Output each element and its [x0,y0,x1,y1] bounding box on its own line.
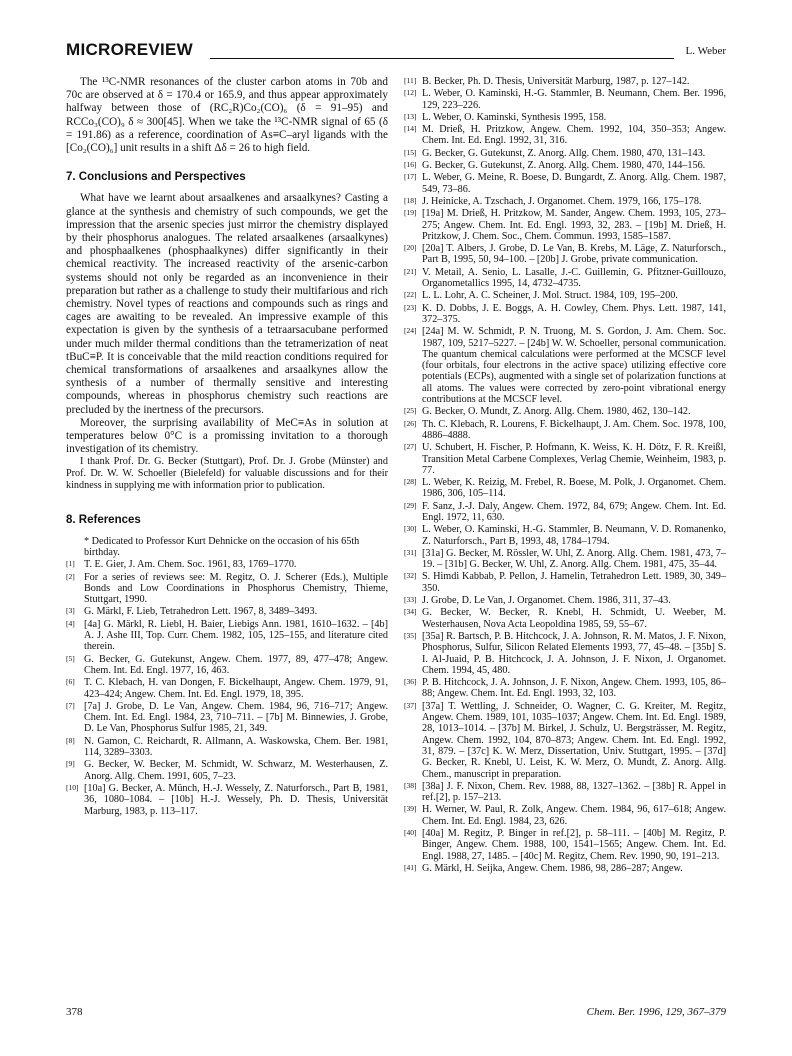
reference-number: [28] [404,477,417,487]
reference-number: [9] [66,759,75,769]
reference-number: [16] [404,160,417,170]
reference-number: [33] [404,595,417,605]
reference-number: [22] [404,290,417,300]
reference-item [404,148,726,159]
reference-item [404,607,726,630]
reference-number: [38] [404,780,417,790]
reference-item [404,419,726,442]
reference-number: [3] [66,606,75,616]
reference-item [404,267,726,290]
reference-item [404,243,726,266]
reference-item [404,112,726,123]
reference-item [66,677,388,700]
reference-item [404,477,726,500]
reference-number: [24] [404,326,417,336]
reference-number: [4] [66,618,75,628]
reference-text: [37a] T. Wettling, J. Schneider, O. Wagner, C. G. Kreiter, M. Regitz, Angew. Chem. 1989, 101, 1035–1037; Angew. Chem. Int. Ed. Engl. 1989, 28, 1013–1014. – [37b] M. Birkel, J. Schulz, U. Bergsträsser, M. Regitz, Angew. Chem. 1992, 104, 870–873; Angew. Chem. Int. Ed. Engl. 1992, 31, 879. – [37c] K. W. Merz, Dissertation, Univ. Stuttgart, 1995. – [37d] G. Becker, R. Knebl, U. Leist, K. W. Merz, O. Mundt, Z. Anorg. Allg. Chem., manuscript in preparation. [422,700,726,780]
reference-item [66,572,388,606]
reference-text: H. Werner, W. Paul, R. Zolk, Angew. Chem. 1984, 96, 617–618; Angew. Chem. Int. Ed. Engl. 1984, 23, 626. [422,804,726,827]
reference-text: L. Weber, G. Meine, R. Boese, D. Bungardt, Z. Anorg. Allg. Chem. 1987, 549, 73–86. [422,172,726,195]
reference-text: L. Weber, K. Reizig, M. Frebel, R. Boese, M. Polk, J. Organomet. Chem. 1986, 306, 105–114. [422,477,726,500]
reference-number: [17] [404,172,417,182]
reference-number: [8] [66,735,75,745]
section-title: MICROREVIEW [66,40,194,59]
reference-text: [35a] R. Bartsch, P. B. Hitchcock, J. A. Johnson, R. M. Matos, J. F. Nixon, Phosphorus, Sulfur, Silicon Related Elements 1993, 77, 45–48. – [35b] S. I. Al-Juaid, P. B. Hitchcock, J. A. Johnson, J. F. Nixon, J. Organomet. Chem. 1994, 45, 480. [422,630,726,676]
reference-text: T. E. Gier, J. Am. Chem. Soc. 1961, 83, 1769–1770. [84,559,297,571]
reference-item [66,619,388,653]
intro-paragraph: The ¹³C-NMR resonances of the cluster carbon atoms in 70b and 70c are observed at δ = 170.4 or 165.9, and thus appear approximately halfway between those of (RC₂R)Co₂(CO)₆ (δ = 91–95) and RCCo₃(CO)₉ δ ≈ 300[45]. When we take the ¹³C-NMR signal of 65 (δ = 191.86) as a reference, coordination of As≡C–aryl ligands with the [Co₂(CO)₆] unit results in a shift Δδ = 26 to high field. [66,76,388,155]
reference-text: [38a] J. F. Nixon, Chem. Rev. 1988, 88, 1327–1362. – [38b] R. Appel in ref.[2], p. 157–213. [422,780,726,804]
conclusions-paragraph-1: What have we learnt about arsaalkenes and arsaalkynes? Casting a glance at the synthesis and chemistry of such compounds, we get the impression that the arsenic species just mirror the chemistry displayed by their phosphorus analogues. The related arsaalkenes (arsaalkynes) and phosphaalkenes (phosphaalkynes) differ significantly in their chemical reactivity. The increased reactivity of the arsenic-carbon systems should not only be regarded as an inconvenience in their preparation but rather as a challenge to study their multifarious and rich chemistry. Novel types of reactions and compounds such as rings and cages are awaiting to be revealed. An impressive example of this expectation is given by the synthesis of a tetraarsacubane performed under much milder thermal conditions than the tetramerization of neat tBuC≡P. It is conceivable that the mild reaction conditions required for chemical transformations of arsaalkenes and arsaalkynes allow the synthesis of a number of thermally sensitive and interesting compounds, whereas in phosphorus chemistry such reactions are precluded by the inertness of the precursors. [66,192,388,416]
reference-item [404,595,726,606]
reference-item [66,606,388,617]
reference-item [404,290,726,301]
reference-number: [5] [66,653,75,663]
reference-number: [39] [404,804,417,814]
reference-item [404,76,726,87]
reference-text: For a series of reviews see: M. Regitz, O. J. Scherer (Eds.), Multiple Bonds and Low Coordinations in Phosphorus Chemistry, Thieme, Stuttgart, 1990. [84,571,388,606]
reference-number: [37] [404,700,417,710]
reference-text: Th. C. Klebach, R. Lourens, F. Bickelhaupt, J. Am. Chem. Soc. 1978, 100, 4886–4888. [422,418,726,441]
references-heading: 8. References [66,514,141,527]
reference-text: J. Grobe, D. Le Van, J. Organomet. Chem. 1986, 311, 37–43. [422,595,671,607]
reference-item [404,88,726,111]
reference-item [404,524,726,547]
reference-number: [27] [404,442,417,452]
reference-item [404,406,726,417]
reference-number: [18] [404,195,417,205]
running-author: L. Weber [685,45,726,57]
reference-number: [15] [404,147,417,157]
reference-item [404,828,726,862]
reference-text: L. Weber, O. Kaminski, H.-G. Stammler, B. Neumann, Chem. Ber. 1996, 129, 223–226. [422,88,726,111]
reference-number: [25] [404,406,417,416]
reference-text: U. Schubert, H. Fischer, P. Hofmann, K. Weiss, K. H. Dötz, F. R. Kreißl, Transition Metal Carbene Complexes, Verlag Chemie, Weinheim, 1983, p. 77. [422,442,726,476]
reference-number: [12] [404,88,417,98]
references-list-right [404,76,726,874]
reference-number: [6] [66,677,75,687]
reference-item [66,736,388,759]
reference-text: G. Becker, G. Gutekunst, Z. Anorg. Allg. Chem. 1980, 470, 131–143. [422,147,706,159]
reference-text: F. Sanz, J.-J. Daly, Angew. Chem. 1972, 84, 679; Angew. Chem. Int. Ed. Engl. 1972, 11, 630. [422,500,726,523]
reference-number: [36] [404,677,417,687]
reference-item [404,124,726,147]
page-number: 378 [66,1006,83,1018]
left-column [66,76,388,818]
header-rule [210,58,674,59]
reference-text: M. Drieß, H. Pritzkow, Angew. Chem. 1992, 104, 350–353; Angew. Chem. Int. Ed. Engl. 1992, 31, 316. [422,124,726,147]
reference-text: [24a] M. W. Schmidt, P. N. Truong, M. S. Gordon, J. Am. Chem. Soc. 1987, 109, 5217–5227. – [24b] W. W. Schoeller, personal communication. The quantum chemical calculations were performed at the MCSCF level (four orbitals, four electrons in the active space) utilizing effective core potentials (ECPs), augmented with a single set of polarization functions at all atoms. The values were corrected by zero-point vibrational energy contributions at the MCSCF level. [422,326,726,406]
right-column [404,76,726,875]
reference-item [404,804,726,827]
references-list-left [66,536,388,817]
reference-text: N. Gamon, C. Reichardt, R. Allmann, A. Waskowska, Chem. Ber. 1981, 114, 3289–3303. [84,735,388,759]
reference-item [66,759,388,782]
reference-number: [32] [404,571,417,581]
reference-text: G. Becker, G. Gutekunst, Angew. Chem. 1977, 89, 477–478; Angew. Chem. Int. Ed. Engl. 1977, 16, 463. [84,653,388,676]
reference-text: J. Heinicke, A. Tzschach, J. Organomet. Chem. 1979, 166, 175–178. [422,195,702,207]
reference-number: [31] [404,547,417,557]
reference-number: [10] [66,782,79,792]
reference-item [66,654,388,677]
reference-text: [4a] G. Märkl, R. Liebl, H. Baier, Liebigs Ann. 1981, 1610–1632. – [4b] A. J. Ashe III, Top. Curr. Chem. 1982, 105, 125–155, and literature cited therein. [84,618,388,653]
reference-number: [11] [404,76,417,85]
reference-number: [23] [404,302,417,312]
reference-item [404,863,726,874]
reference-text: G. Märkl, H. Seijka, Angew. Chem. 1986, 98, 286–287; Angew. [422,862,683,874]
reference-text: [10a] G. Becker, A. Münch, H.-J. Wessely, Z. Naturforsch., Part B, 1981, 36, 1080–1084. – [10b] H.-J. Wessely, Ph. D. Thesis, Universität Marburg, 1983, p. 113–117. [84,782,388,817]
reference-item [404,196,726,207]
reference-item [404,701,726,780]
reference-text: G. Becker, O. Mundt, Z. Anorg. Allg. Chem. 1980, 462, 130–142. [422,406,691,418]
reference-text: G. Märkl, F. Lieb, Tetrahedron Lett. 1967, 8, 3489–3493. [84,606,318,618]
reference-item [404,631,726,676]
reference-item [404,160,726,171]
reference-number: [40] [404,828,417,837]
reference-number: [7] [66,700,75,710]
reference-text: L. Weber, O. Kaminski, H.-G. Stammler, B. Neumann, V. D. Romanenko, Z. Naturforsch., Part B, 1993, 48, 1784–1794. [422,524,726,547]
reference-item [404,303,726,326]
reference-number: [20] [404,243,417,253]
journal-citation: Chem. Ber. 1996, 129, 367–379 [586,1006,726,1018]
reference-item [404,326,726,405]
reference-text: [31a] G. Becker, M. Rössler, W. Uhl, Z. Anorg. Allg. Chem. 1981, 473, 7–19. – [31b] G. Becker, W. Uhl, Z. Anorg. Allg. Chem. 1981, 475, 35–44. [422,547,726,571]
reference-number: [35] [404,630,417,640]
reference-text: L. L. Lohr, A. C. Scheiner, J. Mol. Struct. 1984, 109, 195–200. [422,290,678,302]
reference-number: [30] [404,524,417,534]
reference-text: G. Becker, W. Becker, R. Knebl, H. Schmidt, U. Weeber, M. Westerhausen, Nova Acta Leopoldina 1985, 59, 55–67. [422,607,726,630]
reference-number: [14] [404,124,417,134]
reference-item [404,172,726,195]
reference-number: [2] [66,571,75,581]
acknowledgement: I thank Prof. Dr. G. Becker (Stuttgart), Prof. Dr. J. Grobe (Münster) and Prof. Dr. W. W. Schoeller (Bielefeld) for valuable discussions and for their kindness in supplying me with information prior to publication. [66,456,388,492]
reference-item [404,442,726,476]
reference-text: [7a] J. Grobe, D. Le Van, Angew. Chem. 1984, 96, 716–717; Angew. Chem. Int. Ed. Engl. 1984, 23, 710–711. – [7b] M. Binnewies, J. Grobe, D. Le Van, Phosphorus Sulfur 1985, 21, 349. [84,700,388,735]
reference-item [66,559,388,570]
reference-item [404,501,726,524]
dedication-note: * Dedicated to Professor Kurt Dehnicke on the occasion of his 65th birthday. [84,535,360,558]
reference-item [404,571,726,594]
reference-item [404,677,726,700]
reference-text: P. B. Hitchcock, J. A. Johnson, J. F. Nixon, Angew. Chem. 1993, 105, 86–88; Angew. Chem. Int. Ed. Engl. 1993, 32, 103. [422,677,726,700]
reference-text: K. D. Dobbs, J. E. Boggs, A. H. Cowley, Chem. Phys. Lett. 1987, 141, 372–375. [422,302,726,325]
reference-text: T. C. Klebach, H. van Dongen, F. Bickelhaupt, Angew. Chem. 1979, 91, 423–424; Angew. Chem. Int. Ed. Engl. 1979, 18, 395. [84,677,388,700]
reference-item [404,781,726,804]
reference-text: [19a] M. Drieß, H. Pritzkow, M. Sander, Angew. Chem. 1993, 105, 273–275; Angew. Chem. Int. Ed. Engl. 1993, 32, 283. – [19b] M. Drieß, H. Pritzkow, J. Chem. Soc., Chem. Commun. 1993, 1585–1587. [422,208,726,242]
reference-text: [40a] M. Regitz, P. Binger in ref.[2], p. 58–111. – [40b] M. Regitz, P. Binger, Angew. Chem. 1988, 100, 1541–1565; Angew. Chem. Int. Ed. Engl. 1988, 27, 1485. – [40c] M. Regitz, Chem. Rev. 1990, 90, 191–213. [422,828,726,862]
reference-number: [29] [404,500,417,510]
reference-text: S. Himdi Kabbab, P. Pellon, J. Hamelin, Tetrahedron Lett. 1989, 30, 349–350. [422,571,726,594]
reference-number: [41] [404,862,417,872]
reference-text: G. Becker, W. Becker, M. Schmidt, W. Schwarz, M. Westerhausen, Z. Anorg. Allg. Chem. 1991, 605, 7–23. [84,759,388,782]
reference-number: [13] [404,111,417,121]
reference-text: [20a] T. Albers, J. Grobe, D. Le Van, B. Krebs, M. Läge, Z. Naturforsch., Part B, 1995, 50, 94–100. – [20b] J. Grobe, private communication. [422,243,726,266]
reference-item [66,701,388,735]
reference-item [404,208,726,242]
reference-text: V. Metail, A. Senio, L. Lasalle, J.-C. Guillemin, G. Pfitzner-Guillouzo, Organometallics 1995, 14, 4732–4735. [422,266,726,290]
reference-number: [26] [404,418,417,428]
conclusions-heading: 7. Conclusions and Perspectives [66,171,246,184]
reference-text: L. Weber, O. Kaminski, Synthesis 1995, 158. [422,111,607,123]
reference-text: G. Becker, G. Gutekunst, Z. Anorg. Allg. Chem. 1980, 470, 144–156. [422,160,706,172]
conclusions-paragraph-2: Moreover, the surprising availability of MeC≡As in solution at temperatures below 0°C is a promissing invitation to a thorough investigation of its chemistry. [66,416,388,456]
reference-number: [21] [404,266,417,276]
reference-number: [34] [404,607,417,617]
reference-number: [1] [66,559,75,569]
reference-text: B. Becker, Ph. D. Thesis, Universität Marburg, 1987, p. 127–142. [422,76,690,87]
reference-item [404,548,726,571]
reference-number: [19] [404,208,417,218]
reference-item [66,783,388,817]
